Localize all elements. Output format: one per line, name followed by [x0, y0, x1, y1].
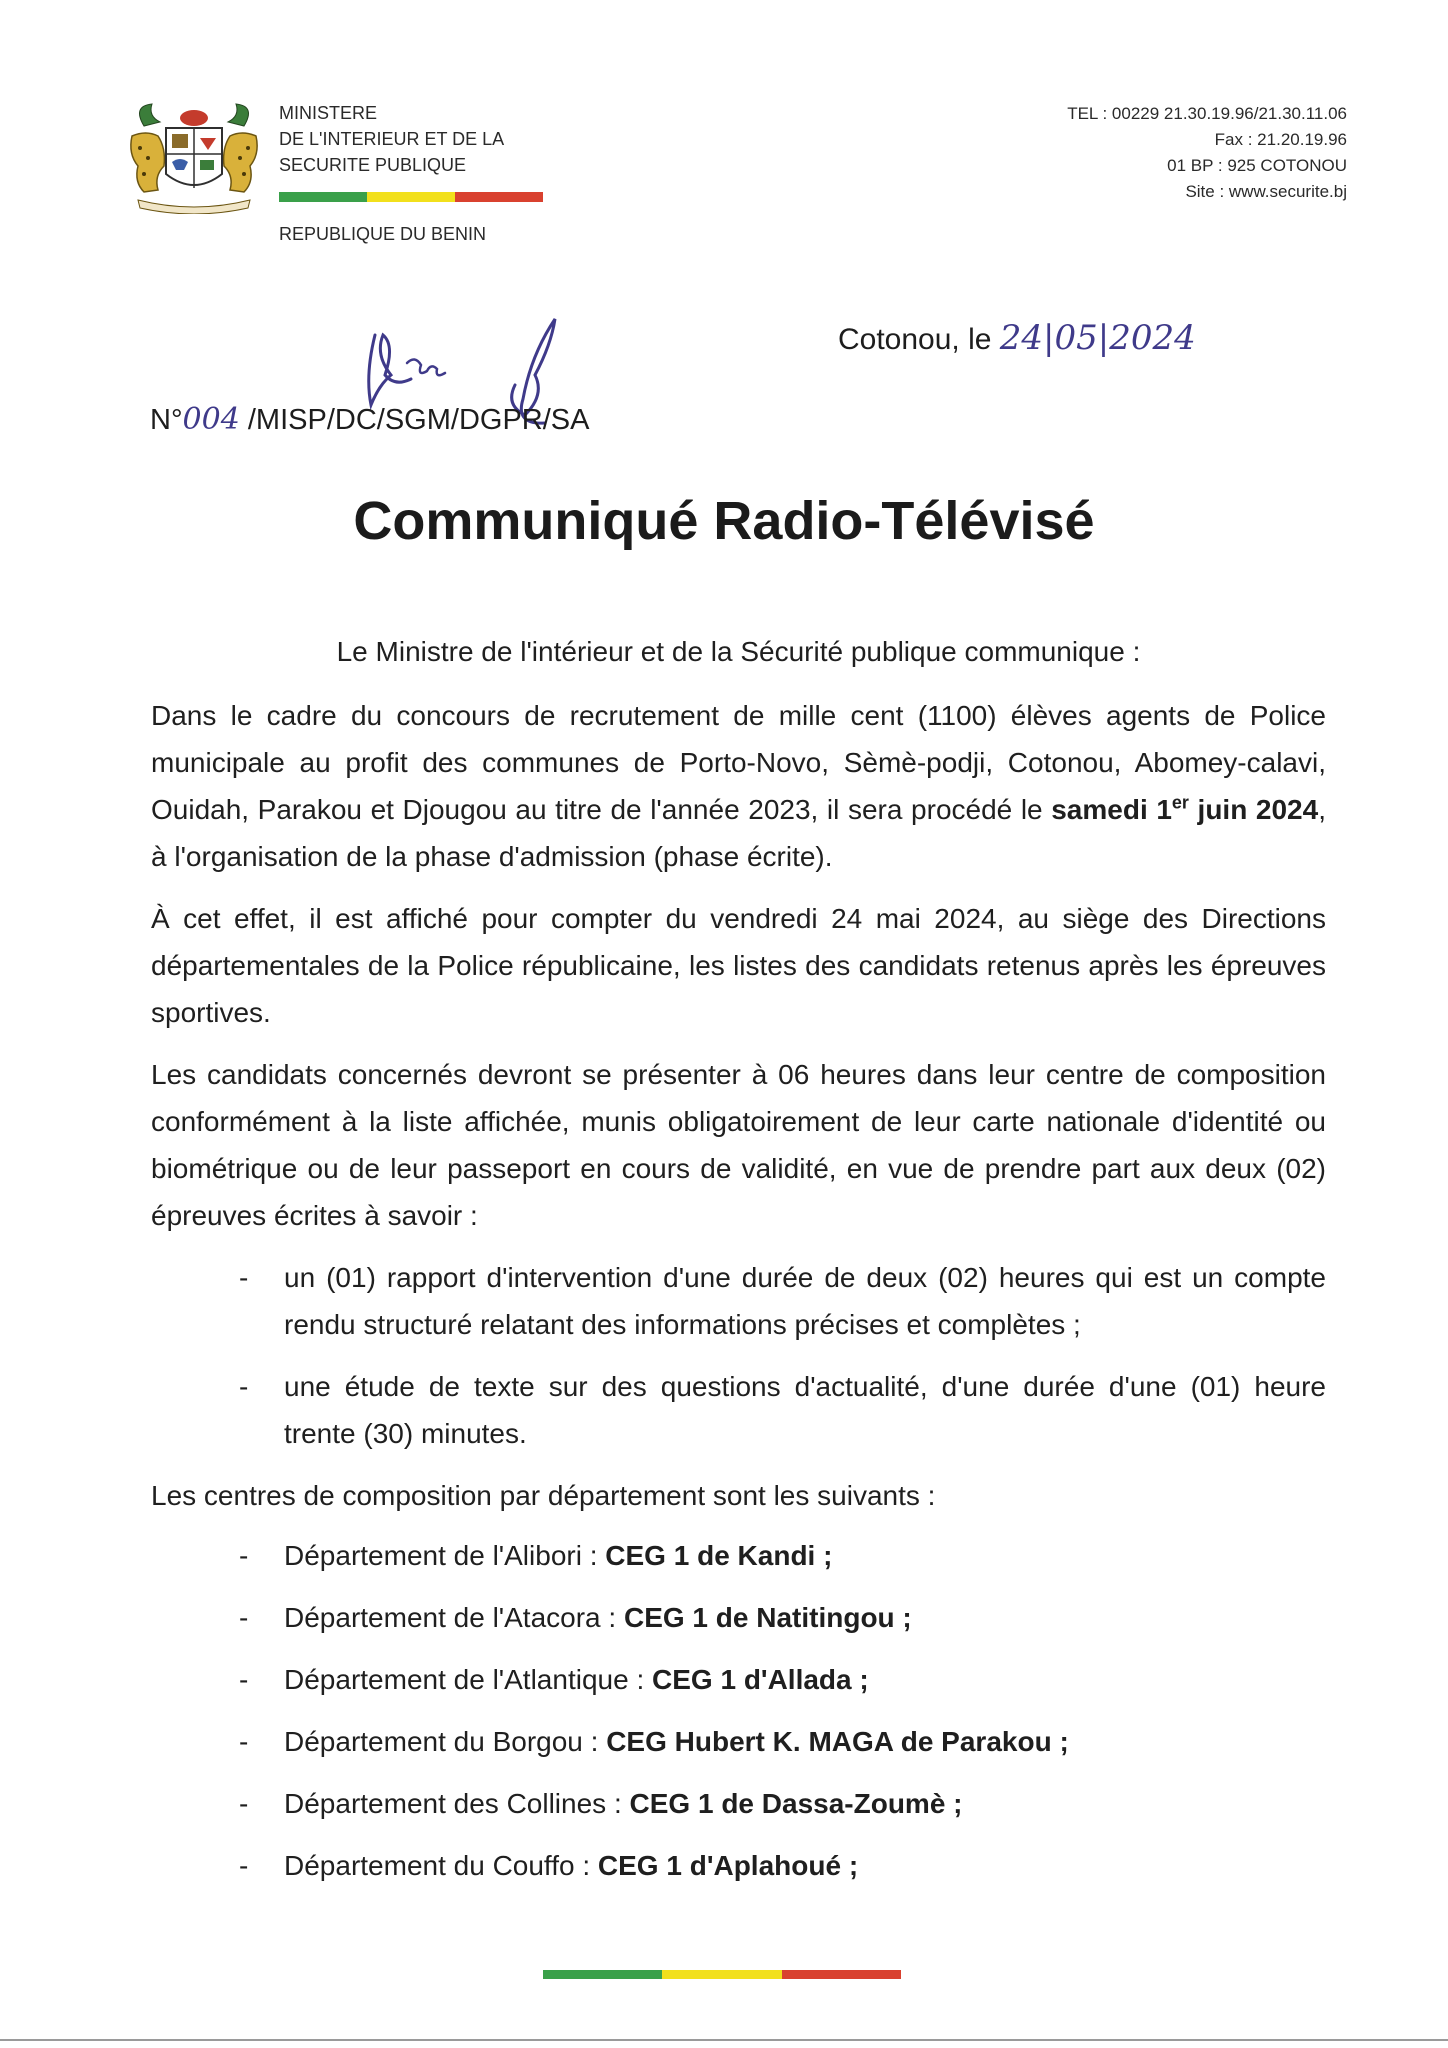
list-item: - Département des Collines : CEG 1 de Dassa-Zoumè ;	[239, 1788, 963, 1819]
flag-red	[455, 192, 543, 202]
list-item: - une étude de texte sur des questions d'actualité, d'une durée d'une (01) heure trente (30) minutes.	[239, 1371, 1326, 1449]
centres-intro: Les centres de composition par département sont les suivants :	[151, 1480, 936, 1511]
date-line	[838, 318, 1196, 358]
intro-statement: Le Ministre de l'intérieur et de la Sécurité publique communique :	[336, 636, 1141, 667]
reference-prefix: N°	[150, 404, 183, 436]
list-item: - Département de l'Alibori : CEG 1 de Kandi ;	[239, 1540, 833, 1571]
ministry-line-1: MINISTERE	[279, 103, 378, 123]
paragraph-recruitment	[151, 692, 1326, 880]
flag-yellow	[367, 192, 455, 202]
centre-name: CEG 1 de Natitingou ;	[623, 1602, 912, 1633]
centre-name: CEG 1 d'Allada ;	[652, 1664, 869, 1695]
ministry-line-3: SECURITE PUBLIQUE	[279, 155, 467, 175]
flag-color-bar	[279, 192, 543, 202]
contact-po-box: 01 BP : 925 COTONOU	[1167, 156, 1347, 175]
centre-name: CEG 1 d'Aplahoué ;	[597, 1850, 859, 1881]
ministry-block	[279, 100, 543, 202]
scan-edge-line	[0, 2039, 1448, 2041]
exam-list	[151, 1254, 1326, 1457]
paragraph-candidates: Les candidats concernés devront se présenter à 06 heures dans leur centre de composition conformément à la liste affichée, munis obligatoirement de leur carte nationale d'identité ou biométrique ou de leur passeport en cours de validité, en vue de prendre part aux deux (02) épreuves écrites à savoir :	[151, 1059, 1326, 1231]
centre-name: CEG 1 de Dassa-Zoumè ;	[629, 1788, 963, 1819]
document-body	[151, 628, 1326, 1904]
coat-of-arms-emblem	[124, 96, 264, 214]
list-item: - Département du Couffo : CEG 1 d'Aplahoué ;	[239, 1850, 859, 1881]
centre-dept: Département du Borgou :	[284, 1726, 607, 1757]
contact-phone: TEL : 00229 21.30.19.96/21.30.11.06	[1067, 104, 1347, 123]
list-item: - Département de l'Atlantique : CEG 1 d'Allada ;	[239, 1664, 869, 1695]
p1-text: Dans le cadre du concours de recrutement de mille cent (1100) élèves agents de Police municipale au profit des communes de Porto-Novo, Sèmè-podji, Cotonou, Abomey-calavi, Ouidah, Parakou et Djougou au titre de l'année 2023, il sera procédé le	[151, 700, 1326, 825]
centre-name: CEG 1 de Kandi ;	[605, 1540, 833, 1571]
footer-flag-red	[782, 1970, 901, 1979]
ministry-line-2: DE L'INTERIEUR ET DE LA	[279, 129, 505, 149]
list-item: - Département de l'Atacora : CEG 1 de Natitingou ;	[239, 1602, 912, 1633]
centre-name: CEG Hubert K. MAGA de Parakou ;	[606, 1726, 1069, 1757]
contact-website: Site : www.securite.bj	[1185, 182, 1347, 201]
footer-flag-bar	[543, 1970, 901, 1979]
reference-number	[150, 402, 589, 437]
centre-dept: Département des Collines :	[284, 1788, 630, 1819]
exam-item-2: une étude de texte sur des questions d'actualité, d'une durée d'une (01) heure trente (30) minutes.	[284, 1371, 1326, 1449]
list-item: - Département du Borgou : CEG Hubert K. MAGA de Parakou ;	[239, 1726, 1069, 1757]
footer-flag-green	[543, 1970, 662, 1979]
document-title: Communiqué Radio-Télévisé	[353, 491, 1095, 551]
reference-handwritten-number: 004	[182, 402, 240, 437]
p1-tail: , à l'organisation de la phase d'admission (phase écrite).	[151, 794, 1326, 872]
p1-date-bold: samedi 1er juin 2024	[1051, 792, 1319, 825]
centre-dept: Département de l'Atacora :	[284, 1602, 624, 1633]
contact-fax: Fax : 21.20.19.96	[1214, 130, 1347, 149]
republic-label: REPUBLIQUE DU BENIN	[279, 224, 487, 244]
footer-flag-yellow	[662, 1970, 781, 1979]
flag-green	[279, 192, 367, 202]
list-item: - un (01) rapport d'intervention d'une durée de deux (02) heures qui est un compte rendu structuré relatant des informations précises et complètes ;	[239, 1262, 1326, 1340]
centre-dept: Département de l'Alibori :	[284, 1540, 606, 1571]
paragraph-lists-posted: À cet effet, il est affiché pour compter du vendredi 24 mai 2024, au siège des Directions départementales de la Police républicaine, les listes des candidats retenus après les épreuves sportives.	[151, 903, 1326, 1028]
centre-dept: Département du Couffo :	[284, 1850, 598, 1881]
centre-dept: Département de l'Atlantique :	[284, 1664, 653, 1695]
contact-block	[1067, 101, 1347, 205]
date-handwritten: 24|05|2024	[999, 318, 1196, 358]
centres-list	[151, 1532, 1326, 1889]
exam-item-1: un (01) rapport d'intervention d'une durée de deux (02) heures qui est un compte rendu structuré relatant des informations précises et complètes ;	[284, 1262, 1326, 1340]
date-prefix: Cotonou, le	[838, 323, 992, 356]
reference-suffix: /MISP/DC/SGM/DGPR/SA	[247, 404, 590, 436]
